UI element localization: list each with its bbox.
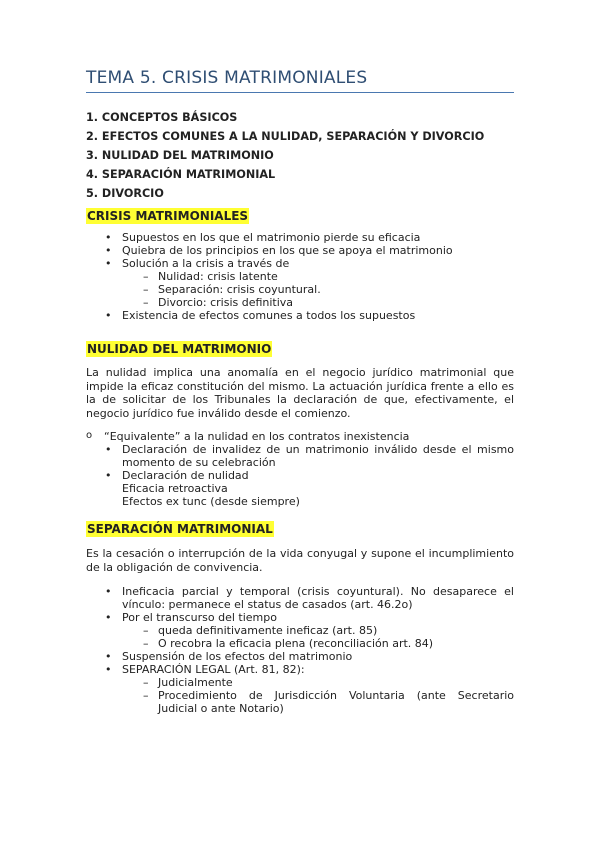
list-item: • Solución a la crisis a través de bbox=[86, 257, 514, 270]
list-item-continuation: Eficacia retroactiva bbox=[122, 482, 228, 495]
toc-item: 2. EFECTOS COMUNES A LA NULIDAD, SEPARACIÓN Y DIVORCIO bbox=[86, 130, 485, 143]
toc-item: 3. NULIDAD DEL MATRIMONIO bbox=[86, 149, 274, 162]
toc-item: 1. CONCEPTOS BÁSICOS bbox=[86, 111, 238, 124]
list-item: • Declaración de nulidad bbox=[86, 469, 514, 482]
list-item: • SEPARACIÓN LEGAL (Art. 81, 82): bbox=[86, 663, 514, 676]
crisis-list bbox=[86, 231, 514, 322]
section-heading-crisis: CRISIS MATRIMONIALES bbox=[87, 209, 249, 223]
list-item: • Ineficacia parcial y temporal (crisis coyuntural). No desaparece el vínculo: permanece el status de casados (art. 46.2o) bbox=[86, 585, 514, 611]
list-subitem: – Procedimiento de Jurisdicción Voluntaria (ante Secretario Judicial o ante Notario) bbox=[86, 689, 514, 715]
list-subitem: – Nulidad: crisis latente bbox=[86, 270, 514, 283]
list-item-continuation: Efectos ex tunc (desde siempre) bbox=[122, 495, 300, 508]
list-item: • Existencia de efectos comunes a todos los supuestos bbox=[86, 309, 514, 322]
list-item: • Suspensión de los efectos del matrimonio bbox=[86, 650, 514, 663]
list-subitem: – Separación: crisis coyuntural. bbox=[86, 283, 514, 296]
list-subitem: – queda definitivamente ineficaz (art. 85) bbox=[86, 624, 514, 637]
section-heading-nulidad: NULIDAD DEL MATRIMONIO bbox=[87, 342, 272, 356]
list-subitem: – O recobra la eficacia plena (reconciliación art. 84) bbox=[86, 637, 514, 650]
list-subitem: – Divorcio: crisis definitiva bbox=[86, 296, 514, 309]
list-subitem: – Judicialmente bbox=[86, 676, 514, 689]
list-item: o “Equivalente” a la nulidad en los contratos inexistencia bbox=[86, 430, 514, 443]
page-title: TEMA 5. CRISIS MATRIMONIALES bbox=[86, 68, 514, 93]
list-item: • Quiebra de los principios en los que se apoya el matrimonio bbox=[86, 244, 514, 257]
separacion-paragraph: Es la cesación o interrupción de la vida conyugal y supone el incumplimiento de la obligación de convivencia. bbox=[86, 547, 514, 574]
nulidad-list bbox=[86, 430, 514, 508]
list-item: • Por el transcurso del tiempo bbox=[86, 611, 514, 624]
nulidad-paragraph: La nulidad implica una anomalía en el negocio jurídico matrimonial que impide la eficaz constitución del mismo. La actuación jurídica frente a ello es la de solicitar de los Tribunales la declaración de que, efectivamente, el negocio jurídico fue inválido desde el comienzo. bbox=[86, 366, 514, 420]
separacion-list bbox=[86, 585, 514, 715]
section-heading-separacion: SEPARACIÓN MATRIMONIAL bbox=[87, 522, 273, 536]
toc-item: 5. DIVORCIO bbox=[86, 187, 164, 200]
list-item: • Declaración de invalidez de un matrimonio inválido desde el mismo momento de su celebración bbox=[86, 443, 514, 469]
toc-item: 4. SEPARACIÓN MATRIMONIAL bbox=[86, 168, 276, 181]
table-of-contents bbox=[86, 108, 484, 203]
list-item: • Supuestos en los que el matrimonio pierde su eficacia bbox=[86, 231, 514, 244]
